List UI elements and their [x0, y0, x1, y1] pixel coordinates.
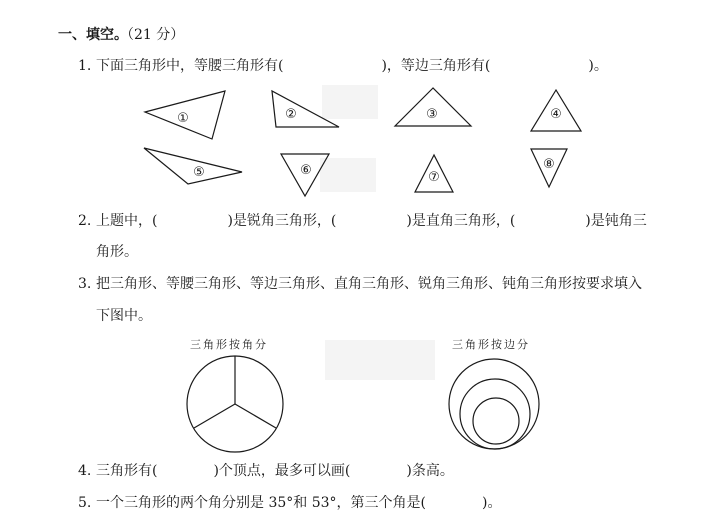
section-score: （21 分） [120, 27, 185, 43]
diagram-right-title: 三角形按边分 [452, 338, 530, 351]
triangle-label-6: ⑥ [300, 163, 312, 178]
q1-number: 1. [78, 58, 92, 74]
q5-text: 一个三角形的两个角分别是 35°和 53°，第三个角是( )。 [96, 495, 502, 511]
side-classification-outer-circle [449, 359, 539, 449]
scan-patch [325, 340, 435, 380]
q1-text: 下面三角形中，等腰三角形有( )，等边三角形有( )。 [96, 58, 608, 74]
triangle-label-4: ④ [550, 107, 562, 122]
diagram-left-title: 三角形按角分 [190, 338, 268, 351]
angle-divider-2 [194, 404, 235, 428]
q3-number: 3. [78, 276, 92, 292]
q2-number: 2. [78, 213, 92, 229]
q5-number: 5. [78, 495, 92, 511]
q4-text: 三角形有( )个顶点，最多可以画( )条高。 [96, 463, 454, 479]
side-classification-middle-circle [460, 379, 530, 449]
q2-line1: 上题中，( )是锐角三角形，( )是直角三角形，( )是钝角三 [96, 213, 647, 229]
triangle-label-5: ⑤ [193, 165, 205, 180]
triangle-label-1: ① [177, 111, 189, 126]
q4-number: 4. [78, 463, 92, 479]
triangle-label-8: ⑧ [543, 157, 555, 172]
q2-line2: 角形。 [96, 244, 138, 260]
side-classification-inner-circle [473, 398, 519, 444]
triangle-label-2: ② [285, 107, 297, 122]
triangle-label-7: ⑦ [428, 170, 440, 185]
section-title: 一、填空。 [58, 27, 128, 43]
angle-divider-3 [235, 404, 276, 428]
q3-line2: 下图中。 [96, 308, 152, 324]
q3-line1: 把三角形、等腰三角形、等边三角形、直角三角形、锐角三角形、钝角三角形按要求填入 [96, 276, 642, 292]
triangle-label-3: ③ [426, 107, 438, 122]
